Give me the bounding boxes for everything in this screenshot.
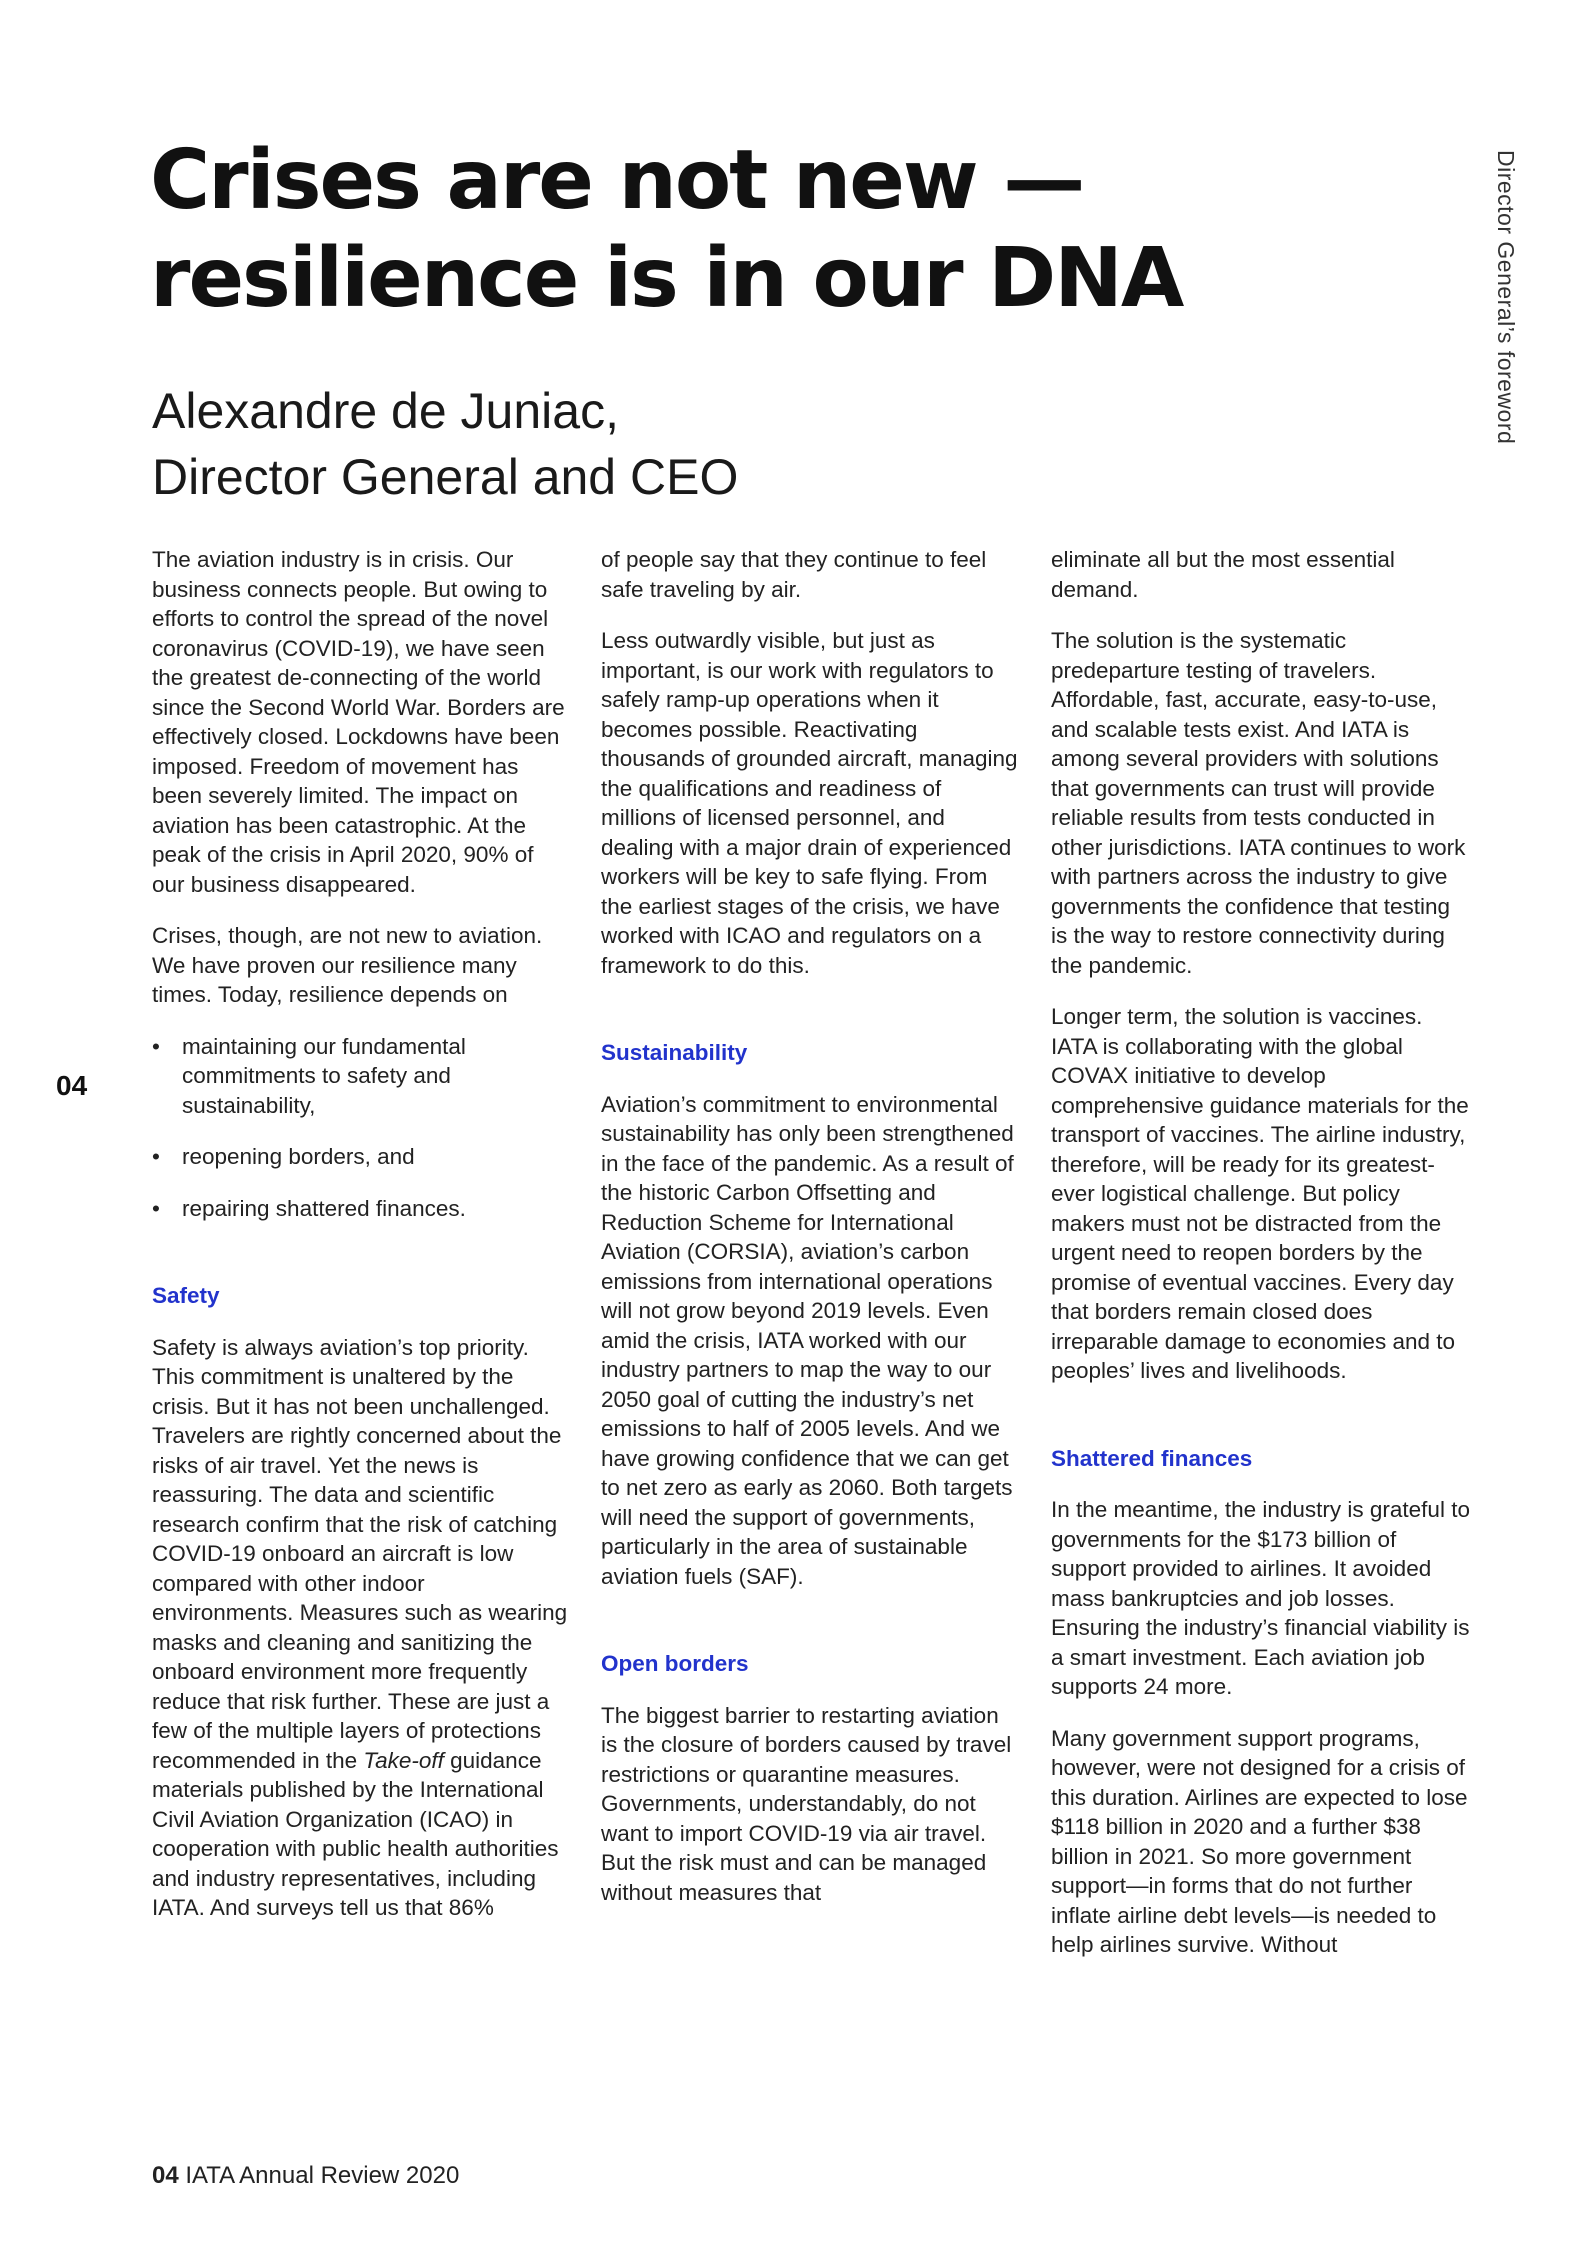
list-item bbox=[152, 1142, 572, 1172]
paragraph: In the meantime, the industry is grateful to governments for the $173 billion of support provided to airlines. It avoided mass bankruptcies and job losses. Ensuring the industry’s financial viability is a smart investment. Each aviation job supports 24 more. bbox=[1051, 1497, 1470, 1699]
footer-publication: IATA Annual Review 2020 bbox=[185, 2162, 460, 2189]
section-heading-sustainability: Sustainability bbox=[601, 1040, 748, 1065]
page-title bbox=[150, 132, 1182, 328]
paragraph: Many government support programs, however, were not designed for a crisis of this duration. Airlines are expected to lose $118 billion in 2020 and a further $38 billion in 2021. So more government support—in forms that do not further inflate airline debt levels—is needed to help airlines survive. Without bbox=[1051, 1725, 1468, 1957]
title-line-1: Crises are not new — bbox=[150, 133, 1084, 228]
author-name: Alexandre de Juniac, bbox=[152, 383, 619, 439]
list-item-text: reopening borders, and bbox=[182, 1144, 415, 1169]
footer-page-number: 04 bbox=[152, 2162, 179, 2189]
list-item-text: repairing shattered finances. bbox=[182, 1195, 466, 1221]
publication-title: Take-off bbox=[363, 1747, 444, 1773]
article-column-3 bbox=[1051, 545, 1471, 1982]
bullet-icon: • bbox=[152, 1195, 160, 1221]
title-line-2: resilience is in our DNA bbox=[150, 231, 1183, 326]
author-byline bbox=[152, 378, 738, 510]
paragraph-text: Safety is always aviation’s top priority. This commitment is unaltered by the crisis. But it has not been unchallenged. Travelers are rightly concerned about the risks of air travel. Yet the news is reassuring. The data and scientific research confirm that the risk of catching COVID-19 onboard an aircraft is low compared with other indoor environments. Measures such as wearing masks and cleaning and sanitizing the onboard environment more frequently reduce that risk further. These are just a few of the multiple layers of protections recommended in the bbox=[152, 1334, 568, 1773]
article-column-1 bbox=[152, 545, 572, 1945]
paragraph: eliminate all but the most essential demand. bbox=[1051, 547, 1395, 602]
list-item bbox=[152, 1032, 572, 1121]
paragraph: The aviation industry is in crisis. Our business connects people. But owing to efforts to control the spread of the novel coronavirus (COVID-19), we have seen the greatest de-connecting of the world since the Second World War. Borders are effectively closed. Lockdowns have been imposed. Freedom of movement has been severely limited. The impact on aviation has been catastrophic. At the peak of the crisis in April 2020, 90% of our business disappeared. bbox=[152, 547, 565, 897]
paragraph-text: guidance materials published by the International Civil Aviation Organization (ICAO) in cooperation with public health authorities and industry representatives, including IATA. And surveys tell us that 86% bbox=[152, 1747, 559, 1920]
paragraph bbox=[152, 1333, 572, 1923]
paragraph: The solution is the systematic predeparture testing of travelers. Affordable, fast, accurate, easy-to-use, and scalable tests exist. And IATA is among several providers with solutions that governments can trust will provide reliable results from tests conducted in other jurisdictions. IATA continues to work with partners across the industry to give governments the confidence that testing is the way to restore connectivity during the pandemic. bbox=[1051, 628, 1466, 978]
paragraph: The biggest barrier to restarting aviation is the closure of borders caused by travel restrictions or quarantine measures. Governments, understandably, do not want to import COVID-19 via air travel. But the risk must and can be managed without measures that bbox=[601, 1702, 1012, 1905]
page-footer bbox=[152, 2162, 459, 2190]
page-number-marker: 04 bbox=[56, 1070, 88, 1101]
paragraph: Crises, though, are not new to aviation. We have proven our resilience many times. Today, resilience depends on bbox=[152, 923, 543, 1007]
section-heading-open-borders: Open borders bbox=[601, 1651, 749, 1676]
paragraph: Longer term, the solution is vaccines. IATA is collaborating with the global COVAX initiative to develop comprehensive guidance materials for the transport of vaccines. The airline industry, therefore, will be ready for its greatest-ever logistical challenge. But policy makers must not be distracted from the urgent need to reopen borders by the promise of eventual vaccines. Every day that borders remain closed does irreparable damage to economies and to peoples’ lives and livelihoods. bbox=[1051, 1004, 1469, 1383]
article-column-2 bbox=[601, 545, 1021, 1929]
list-item bbox=[152, 1194, 572, 1224]
section-side-label: Director General’s foreword bbox=[1493, 150, 1519, 445]
paragraph: of people say that they continue to feel safe traveling by air. bbox=[601, 547, 987, 602]
bullet-icon: • bbox=[152, 1144, 160, 1169]
section-heading-safety: Safety bbox=[152, 1283, 220, 1308]
paragraph: Less outwardly visible, but just as important, is our work with regulators to safely ramp-up operations when it becomes possible. Reactivating thousands of grounded aircraft, managing the qualifications and readiness of millions of licensed personnel, and dealing with a major drain of experienced workers will be key to safe flying. From the earliest stages of the crisis, we have worked with ICAO and regulators on a framework to do this. bbox=[601, 628, 1018, 978]
author-role: Director General and CEO bbox=[152, 449, 739, 505]
list-item-text: maintaining our fundamental commitments to safety and sustainability, bbox=[182, 1033, 466, 1118]
section-heading-shattered-finances: Shattered finances bbox=[1051, 1445, 1253, 1471]
resilience-list bbox=[152, 1032, 572, 1224]
bullet-icon: • bbox=[152, 1033, 160, 1059]
paragraph: Aviation’s commitment to environmental sustainability has only been strengthened in the face of the pandemic. As a result of the historic Carbon Offsetting and Reduction Scheme for International Aviation (CORSIA), aviation’s carbon emissions from international operations will not grow beyond 2019 levels. Even amid the crisis, IATA worked with our industry partners to map the way to our 2050 goal of cutting the industry’s net emissions to half of 2005 levels. And we have growing confidence that we can get to net zero as early as 2060. Both targets will need the support of governments, particularly in the area of sustainable aviation fuels (SAF). bbox=[601, 1091, 1014, 1589]
